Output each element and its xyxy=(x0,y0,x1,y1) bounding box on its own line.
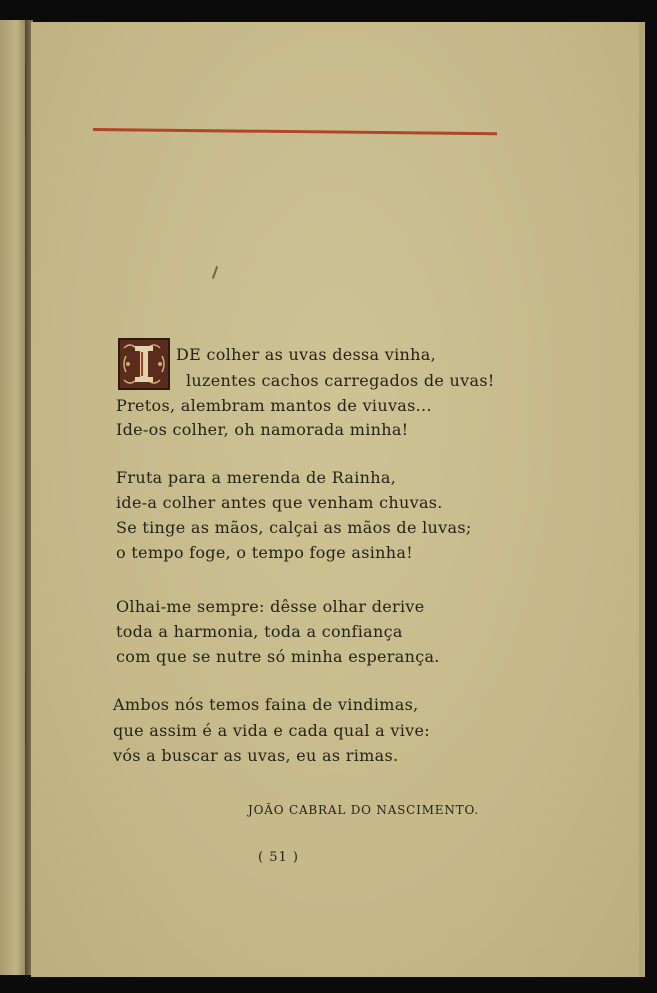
poem-line: vós a buscar as uvas, eu as rimas. xyxy=(113,746,399,765)
poem-line: que assim é a vida e cada qual a vive: xyxy=(113,721,430,740)
poem-line: Olhai-me sempre: dêsse olhar derive xyxy=(116,597,425,616)
left-page-edge xyxy=(0,20,27,975)
poem-line: com que se nutre só minha esperança. xyxy=(116,647,440,666)
author-signature: JOÃO CABRAL DO NASCIMENTO. xyxy=(248,803,479,817)
poem-line: Ide-os colher, oh namorada minha! xyxy=(116,420,409,439)
poem-line: Ambos nós temos faina de vindimas, xyxy=(113,695,419,714)
poem-line: toda a harmonia, toda a confiança xyxy=(116,622,403,641)
drop-cap-initial xyxy=(118,338,170,390)
poem-line: ide-a colher antes que venham chuvas. xyxy=(116,493,443,512)
poem-line: luzentes cachos carregados de uvas! xyxy=(186,371,495,390)
poem-line: Pretos, alembram mantos de viuvas... xyxy=(116,396,432,415)
poem-line: Se tinge as mãos, calçai as mãos de luvas; xyxy=(116,518,472,537)
poem-line: DE colher as uvas dessa vinha, xyxy=(176,345,436,364)
poem-line: Fruta para a merenda de Rainha, xyxy=(116,468,397,487)
page-number: ( 51 ) xyxy=(258,850,299,865)
page-edge xyxy=(639,22,645,977)
poem-line: o tempo foge, o tempo foge asinha! xyxy=(116,543,413,562)
ornament-icon xyxy=(120,340,168,388)
